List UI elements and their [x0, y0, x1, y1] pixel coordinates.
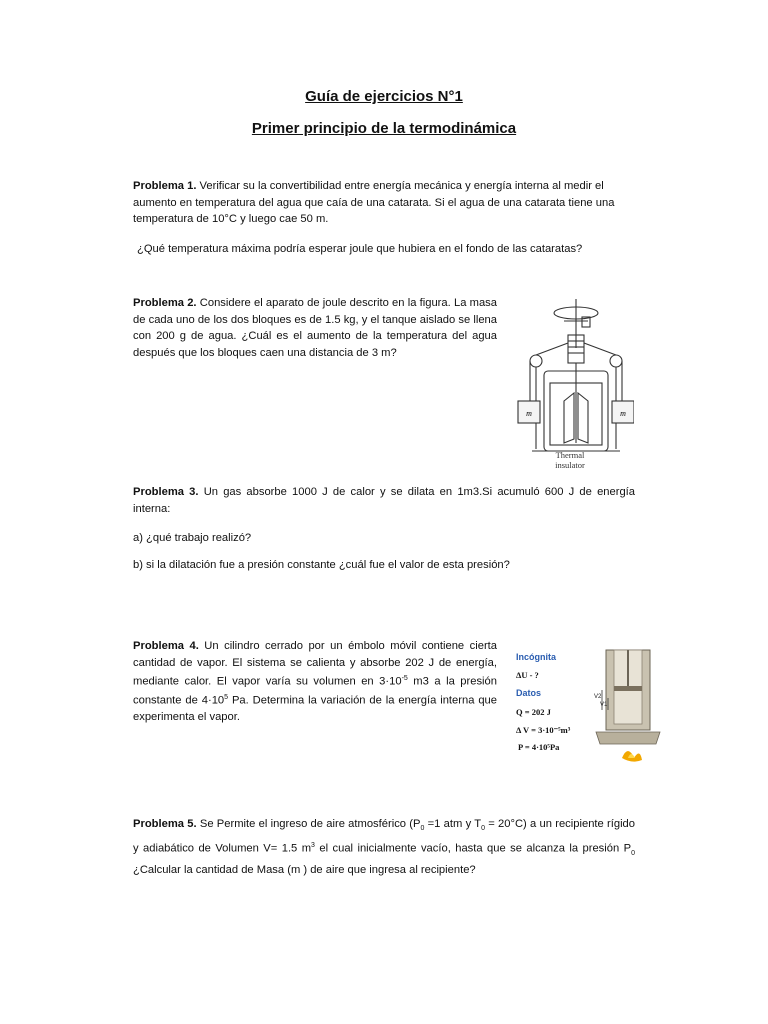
v2-label: V2 [594, 694, 602, 700]
problem-3-text [133, 484, 635, 517]
volume-change-value: Δ V = 3·10⁻⁵m³ [516, 725, 571, 735]
mass-right-label: m [620, 409, 626, 418]
problem-5-sub-1: 0 [420, 825, 425, 833]
problem-2-label: Problema 2. [133, 297, 197, 309]
problem-3-body: Un gas absorbe 1000 J de calor y se dilata en 1m3.Si acumuló 600 J de energía interna: [133, 486, 636, 515]
figure-caption-line2: insulator [555, 460, 585, 470]
problem-3-part-a: a) ¿qué trabajo realizó? [133, 532, 252, 544]
problem-4-exponent-1: -5 [401, 675, 408, 682]
problem-4-body-2: m3 a la presión constante de 4·10 [133, 675, 497, 707]
datos-label: Datos [516, 688, 542, 698]
problem-3-label: Problema 3. [133, 486, 199, 498]
problem-1-label: Problema 1. [133, 180, 197, 192]
unknown-label: ΔU - ? [516, 670, 539, 680]
problem-5-body-1: Se Permite el ingreso de aire atmosférico (P [196, 818, 421, 830]
problem-5-body-4: el cual inicialmente vacío, hasta que se alcanza la presión P [314, 842, 632, 855]
problem-4-text [133, 638, 497, 726]
incognita-label: Incógnita [516, 652, 556, 662]
cylinder-figure [510, 640, 662, 766]
problem-2-text [133, 295, 497, 361]
problem-5-text [133, 816, 635, 879]
problem-5-sup-1: 3 [311, 841, 315, 849]
problem-3-part-b: b) si la dilatación fue a presión constante ¿cuál fue el valor de esta presión? [133, 559, 510, 571]
problem-2-body: Considere el aparato de joule descrito en la figura. La masa de cada uno de los dos bloques es de 1.5 kg, y el tanque aislado se llena con 200 g de agua. ¿Cuál es el aumento de la temperatura del agua después que los bloques caen una distancia de 3 m? [133, 297, 497, 359]
mass-left-label: m [526, 409, 532, 418]
problem-4-label: Problema 4. [133, 640, 199, 652]
problem-5-label: Problema 5. [133, 818, 197, 830]
page-title: Guía de ejercicios N°1 [305, 88, 463, 105]
joule-apparatus-figure [508, 293, 634, 473]
problem-5-body-3: = 20°C) a un recipiente rígido y adiabático de Volumen V= 1.5 m [133, 818, 635, 855]
v1-label: V1 [600, 702, 608, 708]
figure-caption-line1: Thermal [555, 450, 585, 460]
page-subtitle: Primer principio de la termodinámica [251, 120, 517, 137]
heat-value: Q = 202 J [516, 707, 551, 717]
problem-1-question: ¿Qué temperatura máxima podría esperar joule que hubiera en el fondo de las cataratas? [137, 243, 583, 255]
problem-4-body-3: Pa. Determina la variación de la energía interna que experimenta el vapor. [133, 694, 497, 724]
problem-1-text [133, 178, 635, 228]
problem-5-body-5: ¿Calcular la cantidad de Masa (m ) de aire que ingresa al recipiente? [133, 864, 476, 877]
problem-4-exponent-2: 5 [224, 694, 229, 702]
problem-5-sub-3: 0 [631, 849, 635, 857]
problem-5-body-2: =1 atm y T [424, 818, 482, 830]
pressure-value: P = 4·10⁵Pa [518, 742, 560, 752]
problem-1-body: Verificar su la convertibilidad entre energía mecánica y energía interna al medir el aumento en temperatura del agua que caía de una catarata. Si el agua de una catarata tiene una temperatura de 10°C y luego cae 50 m. [133, 180, 615, 225]
problem-4-body-1: Un cilindro cerrado por un émbolo móvil contiene cierta cantidad de vapor. El sistema se calienta y absorbe 202 J de energía, mediante calor. El vapor varía su volumen en 3·10 [133, 640, 498, 688]
problem-5-sub-2: 0 [481, 825, 485, 833]
